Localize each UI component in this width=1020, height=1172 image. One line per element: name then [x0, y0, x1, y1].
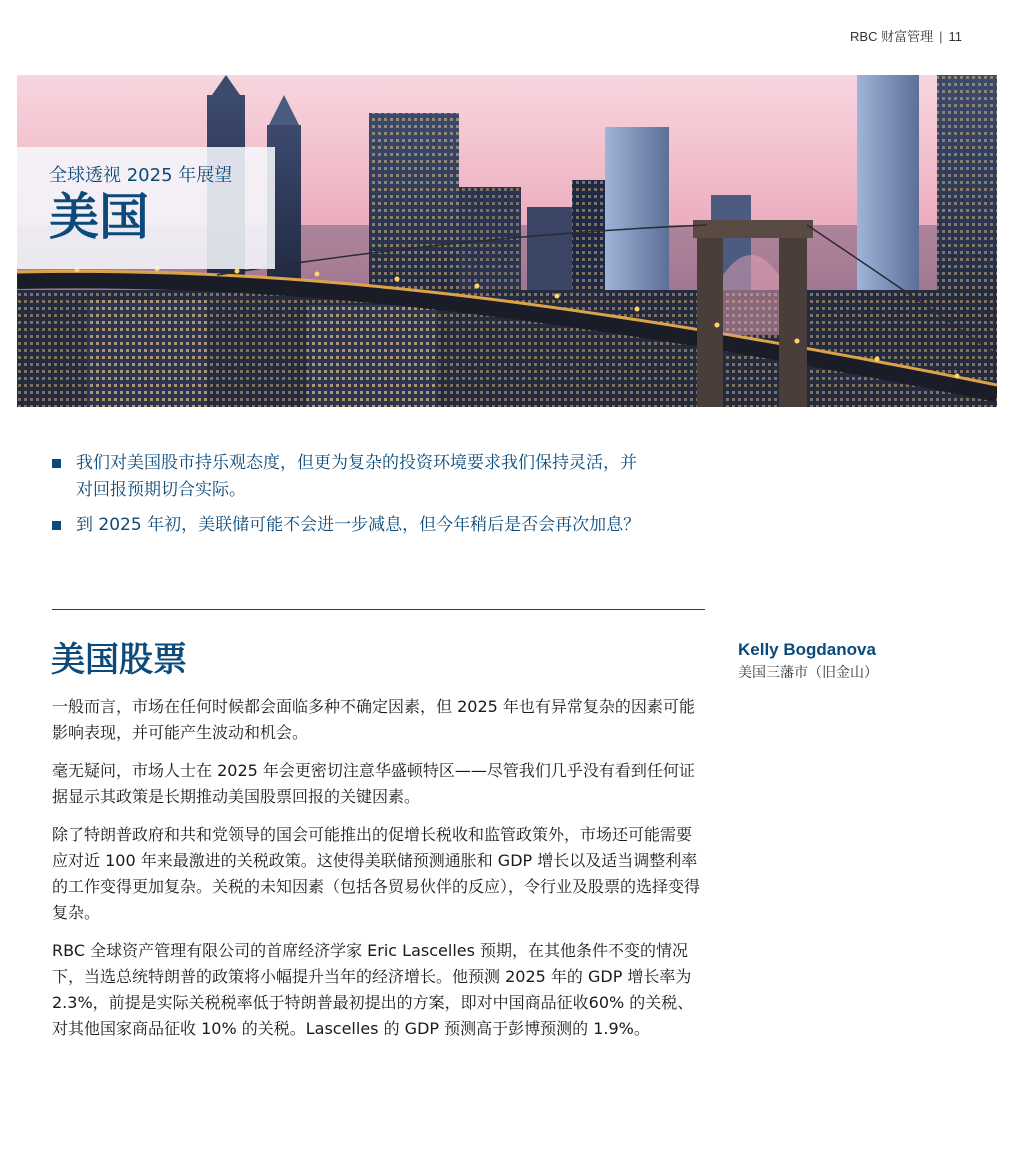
brand-name: RBC 财富管理	[850, 29, 934, 44]
author-location: 美国三藩市（旧金山）	[738, 665, 878, 681]
key-point	[52, 450, 652, 504]
key-point	[52, 512, 652, 539]
bullet-square-icon	[52, 521, 61, 530]
body-paragraph: 除了特朗普政府和共和党领导的国会可能推出的促增长税收和监管政策外，市场还可能需要应对近 100 年来最激进的关税政策。这使得美联储预测通胀和 GDP 增长以及适当调整利率的工作变得更加复杂。关税的未知因素（包括各贸易伙伴的反应），令行业及股票的选择变得复杂。	[52, 825, 701, 922]
author-block	[738, 640, 878, 682]
header-separator: |	[939, 29, 943, 44]
body-paragraph: 毫无疑问，市场人士在 2025 年会更密切注意华盛顿特区——尽管我们几乎没有看到任何证据显示其政策是长期推动美国股票回报的关键因素。	[52, 761, 695, 806]
bullet-square-icon	[52, 459, 61, 468]
hero-title-box	[17, 147, 275, 269]
page-number: 11	[948, 29, 962, 44]
section-title: 美国股票	[51, 640, 187, 680]
section-divider	[52, 609, 705, 610]
report-kicker: 全球透视 2025 年展望	[49, 165, 233, 186]
article-body	[52, 694, 702, 1054]
body-paragraph: RBC 全球资产管理有限公司的首席经济学家 Eric Lascelles 预期，在其他条件不变的情况下，当选总统特朗普的政策将小幅提升当年的经济增长。他预测 2025 年的 GDP 增长率为 2.3%，前提是实际关税税率低于特朗普最初提出的方案，即对中国商品征收60% 的关税、对其他国家商品征收 10% 的关税。Lascelles 的 GDP 预测高于彭博预测的 1.9%。	[52, 941, 694, 1038]
key-point-text: 到 2025 年初，美联储可能不会进一步减息，但今年稍后是否会再次加息？	[76, 515, 641, 535]
country-title: 美国	[49, 188, 149, 246]
key-points-list	[52, 450, 652, 547]
body-paragraph: 一般而言，市场在任何时候都会面临多种不确定因素，但 2025 年也有异常复杂的因素可能影响表现，并可能产生波动和机会。	[52, 697, 695, 742]
author-name: Kelly Bogdanova	[738, 640, 876, 659]
page-header	[850, 26, 962, 45]
key-point-text: 我们对美国股市持乐观态度，但更为复杂的投资环境要求我们保持灵活，并对回报预期切合实际。	[76, 453, 637, 500]
